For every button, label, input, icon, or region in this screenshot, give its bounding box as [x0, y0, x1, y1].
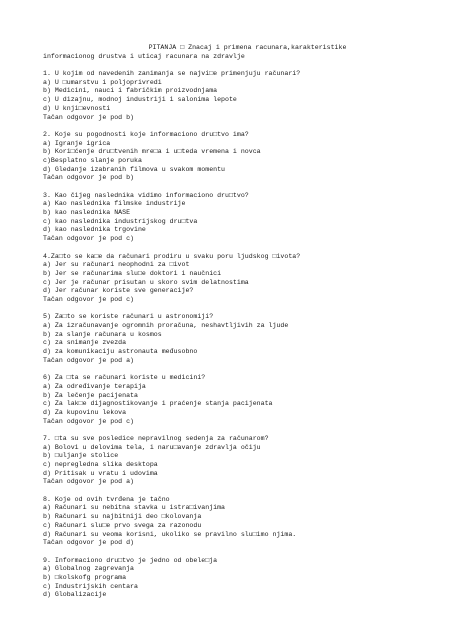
question-block-4 — [43, 253, 422, 305]
option-c: c) Računari slu□e prvo svega za razonodu — [43, 521, 202, 529]
question-text: 1. U kojim od navedenih zanimanja se najvi□e primenjuju računari? — [43, 70, 301, 78]
question-block-3 — [43, 192, 422, 244]
question-text: 4.Za□to se ka□e da računari prodiru u svaku poru ljudskog □ivota? — [43, 252, 301, 260]
option-b: b) Za lečenje pacijenata — [43, 391, 138, 399]
option-c: c) Jer je računar prisutan u skoro svim delatnostima — [43, 278, 249, 286]
spacer — [43, 548, 422, 557]
question-text: 8. Koje od ovih tvrđena je tačno — [43, 495, 170, 503]
option-d: d) Gledanje izabranih filmova u svakom momentu — [43, 165, 226, 173]
option-b: b) Kori□ćenje dru□tvenih mre□a i u□teda vremena i novca — [43, 148, 261, 156]
question-text: 2. Koje su pogodnosti koje informaciono dru□tvo ima? — [43, 130, 249, 138]
option-c: c) Za lak□e dijagnostikovanje i praćenje stanja pacijenata — [43, 400, 273, 408]
option-a: a) Kao naslednika filmske industrije — [43, 200, 186, 208]
option-c: c) kao naslednika industrijskog dru□tva — [43, 217, 198, 225]
spacer — [43, 365, 422, 374]
option-d: d) U knji□evnosti — [43, 104, 111, 112]
option-c: c)Besplatno slanje poruka — [43, 156, 142, 164]
spacer — [43, 61, 422, 70]
option-d: d) Jer računar koriste sve generacije? — [43, 287, 194, 295]
spacer — [43, 122, 422, 131]
answer-line: Tačan odgovor je pod a) — [43, 356, 135, 364]
option-b: b) Jer se računarima slu□e doktori i naučnici — [43, 269, 222, 277]
option-d: d) Globalizacije — [43, 591, 107, 599]
document-title-line-1: PITANJA □ Znacaj i primena racunara,karakteristike — [148, 44, 347, 51]
option-a: a) Globalnog zagrevanja — [43, 565, 135, 573]
question-block-6 — [43, 374, 422, 426]
option-a: a) Za izračunavanje ogromnih proračuna, neshavtljivih za ljude — [43, 322, 289, 329]
option-d: d) Za kupovinu lekova — [43, 408, 127, 416]
option-a: a) U □umarstvu i poljoprivredi — [43, 78, 162, 86]
option-a: a) Računari su nebitna stavka u istra□ivanjima — [43, 504, 226, 512]
answer-line: Tačan odgovor je pod c) — [43, 417, 135, 425]
question-block-7 — [43, 435, 422, 487]
option-b: b) kao naslednika NASE — [43, 209, 131, 217]
option-a: a) Igranje igrica — [43, 139, 111, 147]
document-title-line-2: informacionog drustva i uticaj racunara na zdravlje — [43, 52, 245, 60]
question-block-1 — [43, 70, 422, 122]
question-text: 9. Informaciono dru□tvo je jedno od obele□ja — [43, 556, 218, 564]
option-d: d) Računari su veoma korisni, ukoliko se pravilno slu□imo njima. — [43, 530, 297, 538]
question-block-5 — [43, 313, 422, 365]
option-c: c) U dizajnu, modnoj industriji i salonima lepote — [43, 96, 237, 104]
option-d: d) Pritisak u vratu i udovima — [43, 469, 158, 477]
option-c: c) nepregledna slika desktopa — [43, 461, 158, 468]
option-a: a) Jer su računari neophodni za □ivot — [43, 261, 190, 269]
option-b: b) Medicini, nauci i fabričkim proizvodnjama — [43, 87, 218, 95]
question-text: 5) Za□to se koriste računari u astronomiji? — [43, 313, 214, 321]
spacer — [43, 244, 422, 253]
spacer — [43, 426, 422, 435]
answer-line: Tačan odgovor je pod a) — [43, 478, 135, 486]
question-block-9 — [43, 557, 422, 600]
answer-line: Tačan odgovor je pod b) — [43, 113, 135, 121]
answer-line: Tačan odgovor je pod d) — [43, 539, 135, 547]
spacer — [43, 305, 422, 314]
option-b: b) za slanje računara u kosmos — [43, 330, 162, 338]
option-b: b) □uljanje stolice — [43, 452, 119, 460]
option-a: a) Za određivanje terapija — [43, 382, 146, 390]
question-text: 3. Kao čijeg naslednika vidimo informaciono dru□tvo? — [43, 191, 249, 199]
question-text: 7. □ta su sve posledice nepravilnog sedenja za računarom? — [43, 434, 269, 442]
spacer — [43, 487, 422, 496]
spacer — [43, 183, 422, 192]
option-d: d) za komunikaciju astronauta međusobno — [43, 348, 198, 356]
answer-line: Tačan odgovor je pod c) — [43, 295, 135, 303]
answer-line: Tačan odgovor je pod c) — [43, 235, 135, 243]
question-block-8 — [43, 496, 422, 548]
option-a: a) Bolovi u delovima tela, i naru□avanje zdravlja očiju — [43, 443, 261, 451]
option-c: c) za snimanje zvezda — [43, 339, 127, 347]
answer-line: Tačan odgovor je pod b) — [43, 174, 135, 182]
option-d: d) kao naslednika trgovine — [43, 226, 146, 234]
question-text: 6) Za □ta se računari koriste u medicini? — [43, 374, 206, 382]
option-b: b) Računari su najbitniji deo □kolovanja — [43, 513, 202, 521]
question-block-2 — [43, 131, 422, 183]
option-c: c) Industrijskih centara — [43, 582, 138, 590]
option-b: b) □kolskofg programa — [43, 573, 127, 581]
